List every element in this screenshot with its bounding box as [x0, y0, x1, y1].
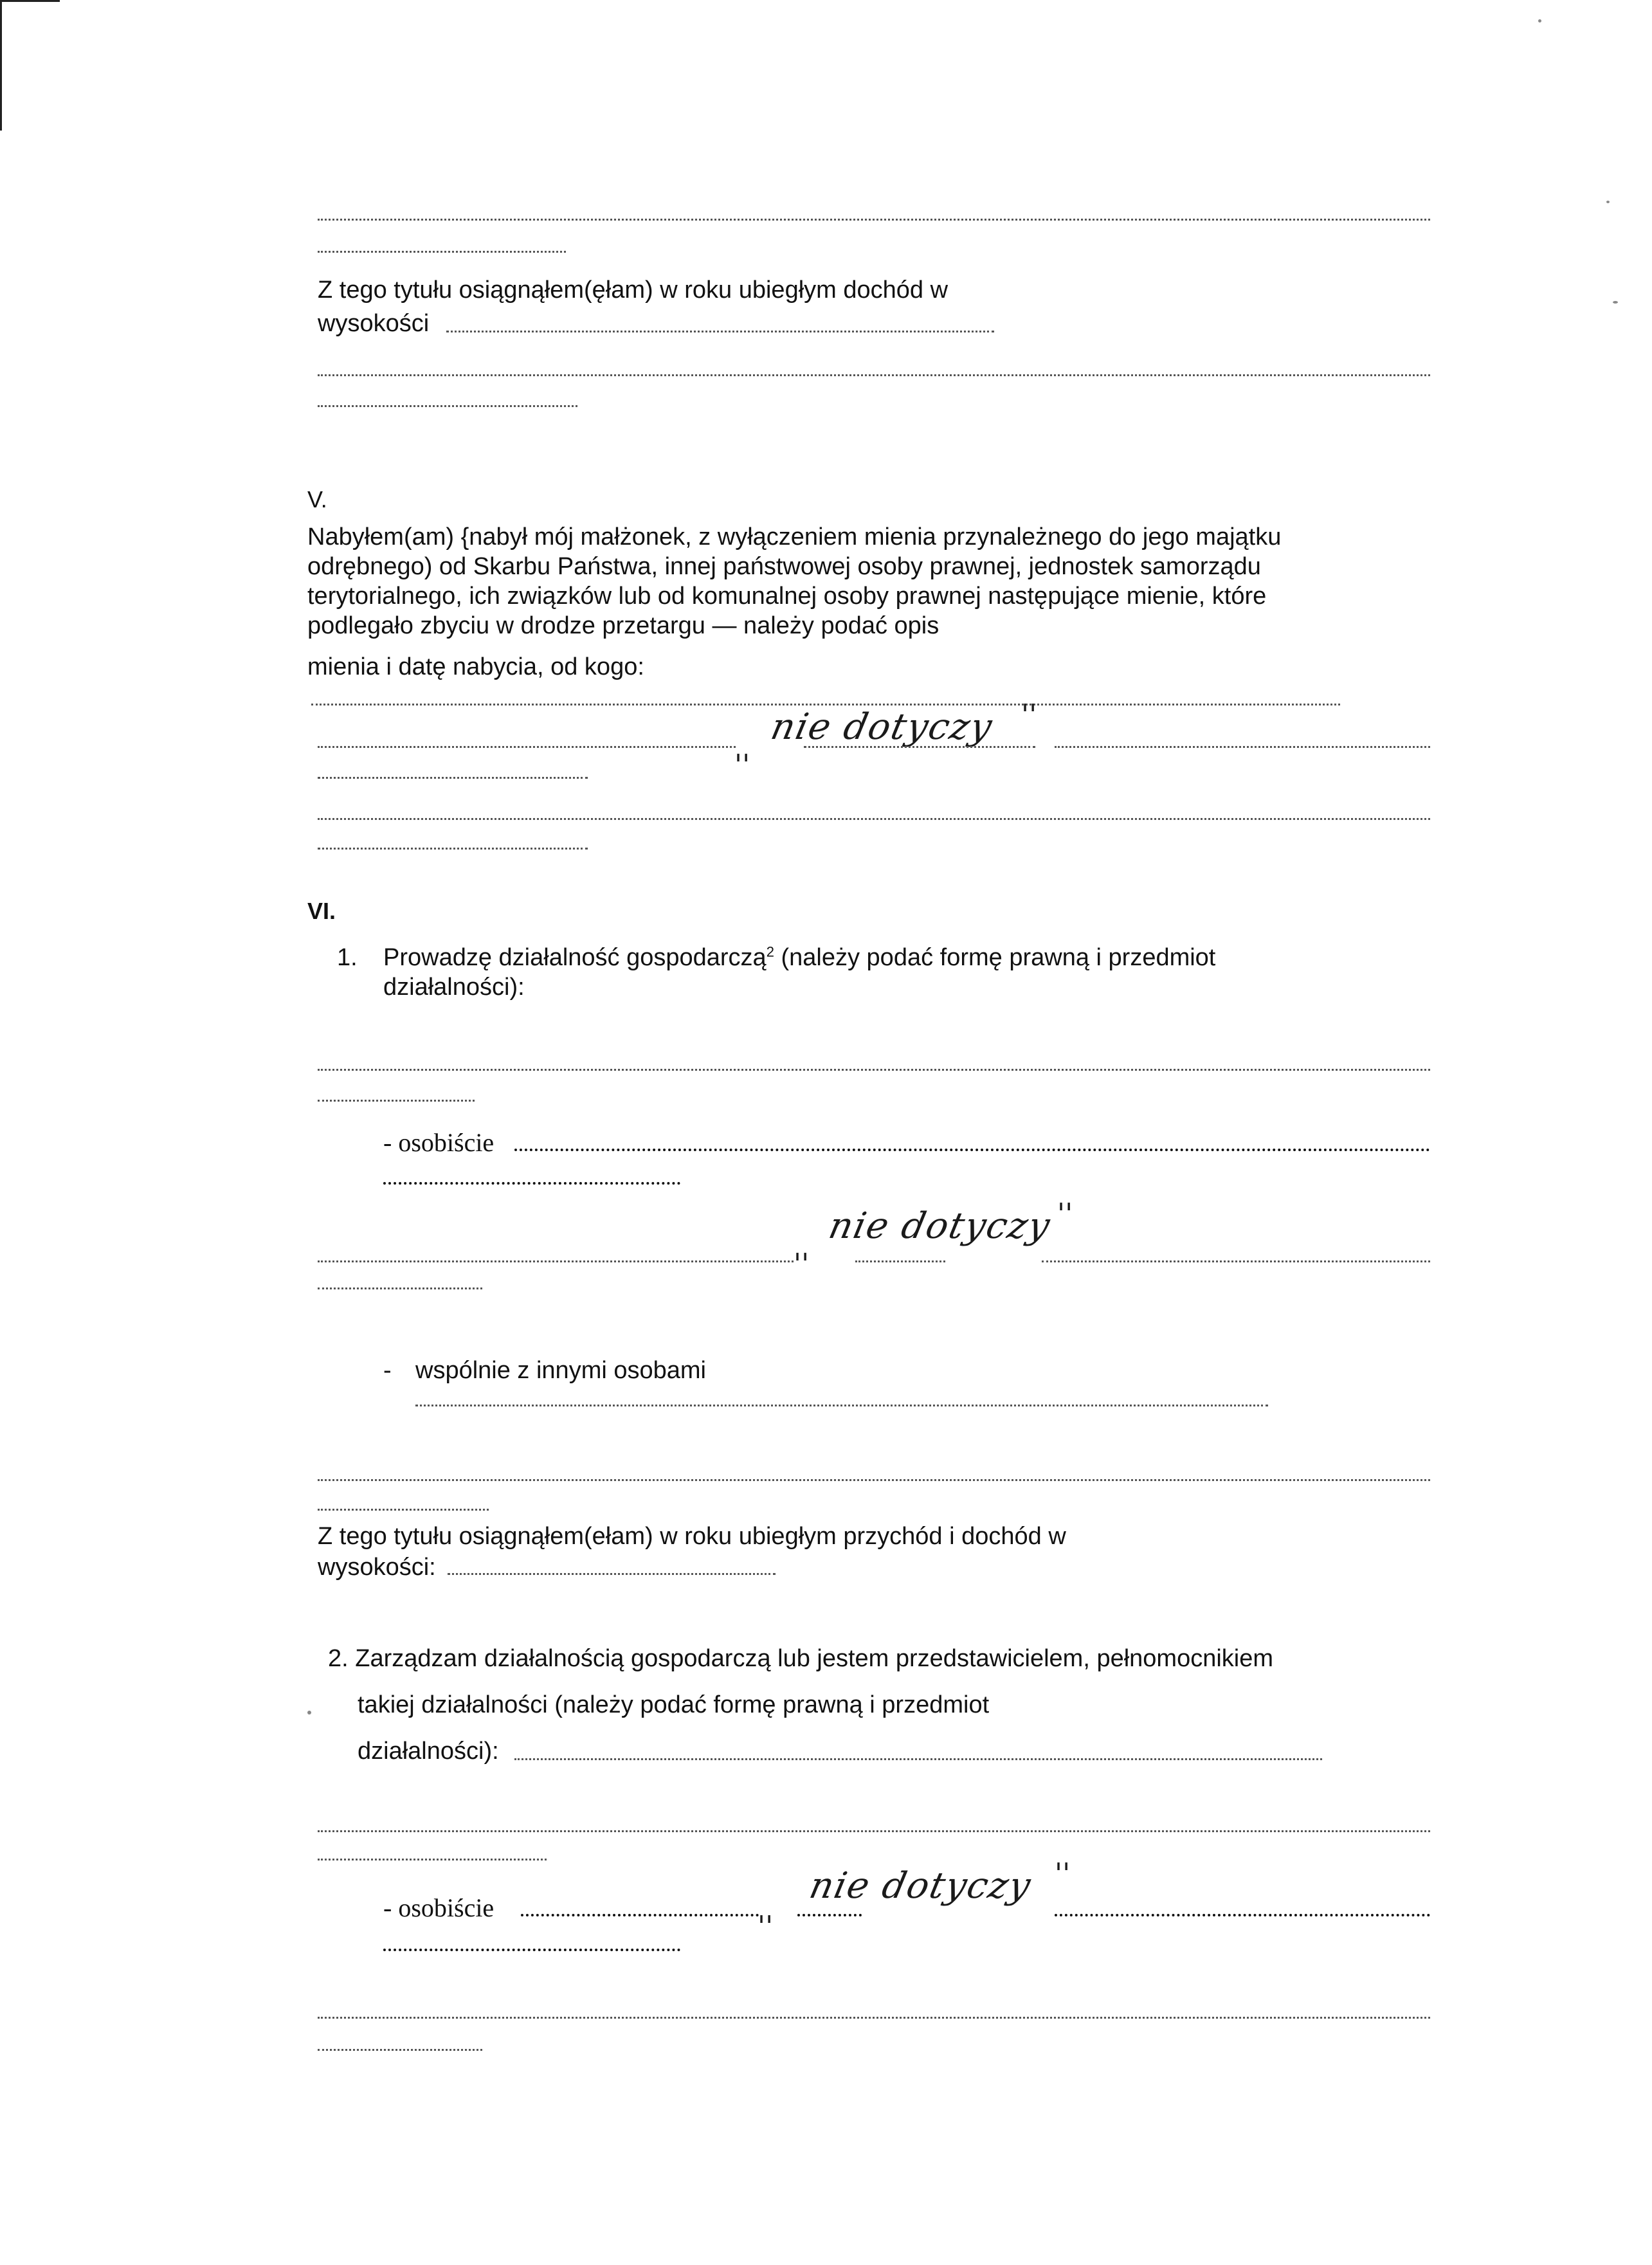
fill-line — [318, 219, 1430, 221]
item1-income-line2: wysokości: — [318, 1554, 436, 1581]
handwritten-quote-close: '' — [1021, 698, 1037, 731]
fill-line — [1055, 746, 1430, 748]
handwritten-quote-open: '' — [794, 1248, 810, 1280]
item2-osobiscie-label: - osobiście — [383, 1893, 495, 1922]
item2-line2: takiej działalności (należy podać formę prawną i przedmiot — [358, 1691, 990, 1718]
item1-number: 1. — [337, 944, 358, 971]
fill-line — [318, 746, 736, 748]
fill-line — [318, 818, 1430, 820]
fill-line — [383, 1949, 680, 1951]
fill-line — [855, 1260, 945, 1262]
fill-line — [318, 1509, 489, 1511]
item2-line3: działalności): — [358, 1738, 499, 1765]
scan-speck — [1606, 201, 1610, 203]
fill-line — [383, 1182, 680, 1185]
handwritten-nie-dotyczy: nie dotyczy — [825, 1205, 1055, 1247]
fill-line — [311, 704, 1340, 705]
section-v-para-line: Nabyłem(am) {nabył mój małżonek, z wyłączeniem mienia przynależnego do jego majątku — [307, 523, 1282, 550]
fill-line — [415, 1405, 1268, 1406]
wspolnie-dash: - — [383, 1357, 392, 1384]
fill-line — [1042, 1260, 1430, 1262]
handwritten-quote-close: '' — [1057, 1197, 1073, 1230]
scan-speck — [1538, 19, 1541, 23]
item2-line1: 2. Zarządzam działalnością gospodarczą lub jestem przedstawicielem, pełnomocnikiem — [328, 1645, 1274, 1672]
item1-line1-text: Prowadzę działalność gospodarczą — [383, 944, 767, 971]
section-v-para-line: odrębnego) od Skarbu Państwa, innej państwowej osoby prawnej, jednostek samorządu — [307, 553, 1261, 580]
section-vi-numeral: VI. — [307, 898, 336, 924]
section-v-para-line: terytorialnego, ich związków lub od komunalnej osoby prawnej następujące mienie, które — [307, 583, 1267, 610]
fill-line — [318, 2049, 482, 2051]
fill-line — [318, 251, 566, 253]
fill-line — [318, 1100, 475, 1102]
income-text-line2: wysokości — [318, 310, 430, 337]
fill-line — [318, 405, 577, 407]
scan-speck — [307, 1711, 311, 1715]
fill-line — [318, 374, 1430, 376]
fill-line — [318, 1069, 1430, 1071]
fill-line — [318, 848, 588, 850]
fill-line — [446, 331, 994, 332]
handwritten-nie-dotyczy: nie dotyczy — [806, 1865, 1036, 1907]
fill-line — [318, 1859, 547, 1860]
item1-line2: działalności): — [383, 974, 525, 1001]
fill-line — [318, 1830, 1430, 1832]
handwritten-quote-open: '' — [758, 1910, 774, 1943]
handwritten-quote-close: '' — [1055, 1857, 1071, 1890]
handwritten-quote-open: '' — [734, 749, 750, 781]
wspolnie-label: wspólnie z innymi osobami — [415, 1357, 706, 1384]
section-v-para-end: mienia i datę nabycia, od kogo: — [307, 653, 644, 680]
fill-line — [318, 1479, 1430, 1481]
fill-line — [318, 2017, 1430, 2019]
section-v-numeral: V. — [307, 486, 327, 513]
fill-line — [521, 1914, 759, 1916]
item1-line1 — [383, 943, 1215, 972]
fill-line — [448, 1573, 776, 1575]
fill-line — [318, 777, 588, 779]
fill-line — [1055, 1914, 1430, 1916]
fill-line — [514, 1758, 1322, 1760]
item1-line1-rest: (należy podać formę prawną i przedmiot — [774, 944, 1216, 971]
item1-income-line1: Z tego tytułu osiągnąłem(ełam) w roku ubiegłym przychód i dochód w — [318, 1523, 1066, 1550]
osobiscie-label: - osobiście — [383, 1128, 495, 1157]
fill-line — [318, 1260, 794, 1262]
footnote-marker: 2 — [766, 943, 774, 960]
income-text-line1: Z tego tytułu osiągnąłem(ęłam) w roku ubiegłym dochód w — [318, 277, 949, 304]
fill-line — [797, 1914, 862, 1916]
section-v-para-line: podlegało zbyciu w drodze przetargu — należy podać opis — [307, 612, 939, 639]
scan-page-corner — [0, 0, 60, 131]
scan-speck — [1613, 301, 1618, 304]
fill-line — [804, 746, 1035, 748]
fill-line — [514, 1149, 1430, 1151]
handwritten-nie-dotyczy: nie dotyczy — [767, 706, 997, 748]
fill-line — [318, 1287, 482, 1289]
